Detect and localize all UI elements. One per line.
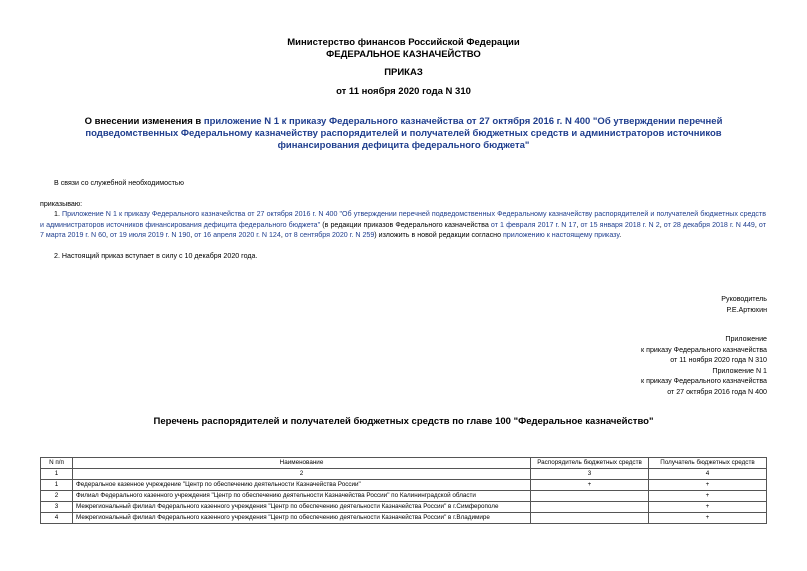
item-1-text: (в редакции приказов Федерального казначейства (320, 220, 491, 229)
column-number-row (41, 469, 767, 480)
document-header (0, 37, 807, 61)
appendix-line: к приказу Федерального казначейства (641, 345, 767, 354)
separator: , (280, 231, 285, 239)
signature-block (721, 294, 767, 315)
list-title: Перечень распорядителей и получателей бюджетных средств по главе 100 "Федеральное казначейство" (153, 416, 654, 427)
row-distributor (531, 502, 649, 513)
column-number: 3 (531, 469, 649, 480)
appendix-link[interactable]: приложению к настоящему приказу (503, 231, 620, 239)
appendix-line: Приложение (725, 335, 767, 343)
agency-name: ФЕДЕРАЛЬНОЕ КАЗНАЧЕЙСТВО (326, 49, 481, 60)
row-name: Федеральное казенное учреждение "Центр по обеспечению деятельности Казначейства России" (73, 480, 531, 491)
table-row (41, 502, 767, 513)
appendix-block (641, 334, 767, 397)
row-name: Филиал Федерального казенного учреждения "Центр по обеспечению деятельности Казначейства России" по Калининградской области (73, 491, 531, 502)
period: . (619, 231, 622, 239)
row-name: Межрегиональный филиал Федерального казенного учреждения "Центр по обеспечению деятельности Казначейства России" в г.Симферополе (73, 502, 531, 513)
separator: , (106, 231, 110, 239)
amendment-link-7[interactable]: от 8 сентября 2020 г. N 259 (284, 231, 375, 239)
document-type: ПРИКАЗ (384, 67, 423, 78)
row-name: Межрегиональный филиал Федерального казенного учреждения "Центр по обеспечению деятельности Казначейства России" в г.Владимире (73, 513, 531, 524)
table-row (41, 480, 767, 491)
column-header-distributor: Распорядитель бюджетных средств (531, 458, 649, 469)
row-number: 1 (41, 480, 73, 491)
item-1-paragraph (40, 209, 766, 241)
budget-recipients-table (40, 457, 767, 524)
amendment-link-1[interactable]: от 1 февраля 2017 г. N 17 (490, 220, 577, 229)
item-2-paragraph: 2. Настоящий приказ вступает в силу с 10 декабря 2020 года. (54, 252, 258, 260)
appendix-line: к приказу Федерального казначейства (641, 377, 767, 385)
ministry-name: Министерство финансов Российской Федерации (287, 37, 520, 48)
appendix-line: Приложение N 1 (712, 366, 767, 375)
separator: , (659, 220, 664, 229)
row-recipient: + (649, 502, 767, 513)
appendix-line: от 27 октября 2016 года N 400 (667, 387, 767, 396)
row-distributor (531, 513, 649, 524)
column-number: 4 (649, 469, 767, 480)
amendment-link-2[interactable]: от 15 января 2018 г. N 2 (580, 220, 660, 229)
signer-position: Руководитель (721, 295, 767, 303)
row-recipient: + (649, 491, 767, 502)
title-link[interactable]: приложение N 1 к приказу Федерального казначейства от 27 октября 2016 г. N 400 "Об утверждении перечней подведомственных Федеральному казначейству распорядителей и получателей бюджетных средств и администраторов источников финансирования дефицита федерального бюджета" (85, 116, 723, 151)
table-header-row (41, 458, 767, 469)
amendment-link-4[interactable]: от 7 марта 2019 г. N 60 (40, 220, 766, 239)
row-recipient: + (649, 513, 767, 524)
item-1-number: 1. (54, 210, 63, 218)
column-number: 1 (41, 469, 73, 480)
appendix-order-link[interactable]: Приложение N 1 к приказу Федерального казначейства от 27 октября 2016 г. N 400 "Об утверждении перечней подведомственных Федеральному казначейству распорядителей и получателей бюджетных средств и администраторов источников финансирования дефицита федерального бюджета" (40, 210, 767, 229)
document-title (45, 116, 762, 152)
appendix-line: от 11 ноября 2020 года N 310 (670, 356, 767, 364)
item-1-text: ) изложить в новой редакции согласно (374, 231, 503, 239)
separator: , (754, 220, 759, 229)
order-date-number: от 11 ноября 2020 года N 310 (336, 86, 471, 97)
signer-name: Р.Е.Артюхин (726, 305, 767, 314)
row-number: 2 (41, 491, 73, 502)
reason-paragraph: В связи со служебной необходимостью (54, 179, 184, 187)
amendment-link-3[interactable]: от 28 декабря 2018 г. N 449 (663, 220, 755, 229)
column-header-name: Наименование (73, 458, 531, 469)
amendment-link-5[interactable]: от 19 июля 2019 г. N 190 (109, 231, 191, 239)
row-distributor (531, 491, 649, 502)
row-recipient: + (649, 480, 767, 491)
order-word: приказываю: (40, 200, 83, 208)
row-number: 4 (41, 513, 73, 524)
amendment-link-6[interactable]: от 16 апреля 2020 г. N 124 (194, 231, 281, 239)
separator: , (576, 220, 581, 229)
table-row (41, 491, 767, 502)
title-prefix: О внесении изменения в (84, 116, 204, 127)
row-distributor: + (531, 480, 649, 491)
separator: , (190, 231, 195, 239)
table-row (41, 513, 767, 524)
column-header-number: N п/п (41, 458, 73, 469)
column-header-recipient: Получатель бюджетных средств (649, 458, 767, 469)
row-number: 3 (41, 502, 73, 513)
column-number: 2 (73, 469, 531, 480)
